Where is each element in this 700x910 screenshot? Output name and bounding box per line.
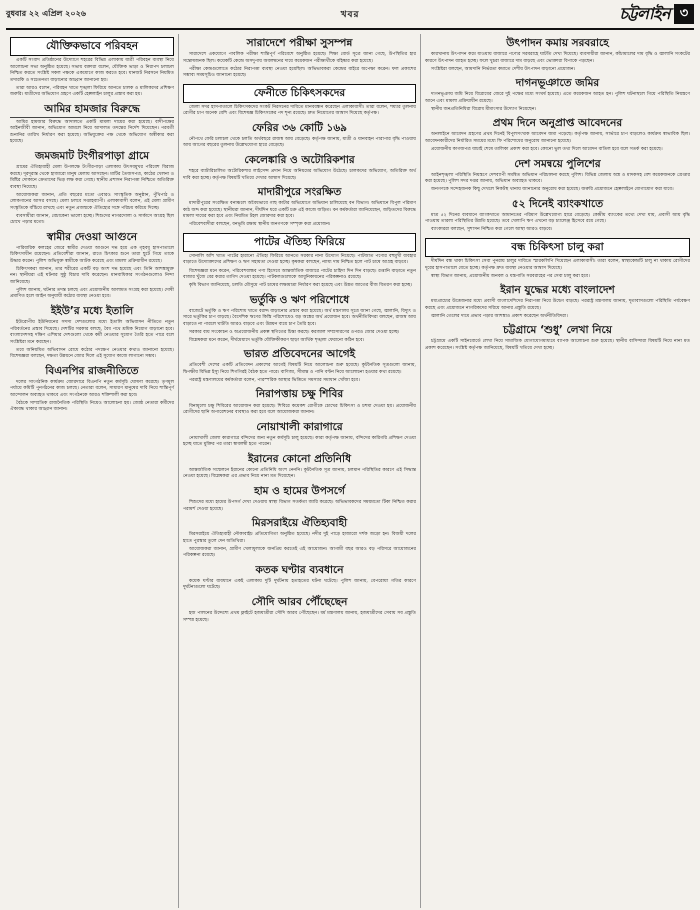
article-paragraph: আন্তর্জাতিক সম্মেলনে ইরানের কোনো প্রতিনিধি অংশ নেননি। কূটনৈতিক সূত্র জানায়, চলমান পরিস্থিতির কারণে এই সিদ্ধান্ত নেওয়া হয়েছে। বিশ্লেষকরা এর প্রভাব নিয়ে নানা মত দিয়েছেন। [183, 467, 416, 480]
news-article [183, 596, 416, 624]
news-article [10, 365, 174, 414]
issue-date: বুধবার ২২ এপ্রিল ২০২৬ [6, 8, 86, 18]
article-headline[interactable]: পাটের ঐতিহ্য ফিরিয়ে [183, 233, 416, 252]
article-paragraph: দাগনভূঞায় জমি নিয়ে বিরোধের জেরে দুই পক্ষের মধ্যে সংঘর্ষ হয়েছে। এতে কয়েকজন আহত হন। পুলিশ ঘটনাস্থলে গিয়ে পরিস্থিতি নিয়ন্ত্রণে আনে এবং মামলা প্রক্রিয়াধীন রয়েছে। [425, 92, 690, 104]
news-article [183, 517, 416, 560]
article-headline[interactable]: স্বামীর দেওয়া আগুনে [46, 230, 138, 243]
article-paragraph: আয়োজকরা জানান, প্রতি বছরের মতো এবারও সাংস্কৃতিক অনুষ্ঠান, পুঁথিপাঠ ও লোকগানের আসর বসছে। মেলা চলবে সপ্তাহব্যাপী। এলাকাবাসী বলেন, এই মেলা গ্রামীণ সংস্কৃতিকে বাঁচিয়ে রাখছে এবং নতুন প্রজন্মকে ঐতিহ্যের সঙ্গে পরিচয় করিয়ে দিচ্ছে। [10, 192, 174, 211]
article-paragraph: আমির হামজার বিরুদ্ধে আদালতে একটি মামলা দায়ের করা হয়েছে। বাদীপক্ষের আইনজীবী জানান, অভিযোগ আমলে নিয়ে আদালত তদন্তের নির্দেশ দিয়েছেন। পরবর্তী শুনানির তারিখ নির্ধারণ করা হয়েছে। অভিযুক্তের পক্ষ থেকে অভিযোগ অস্বীকার করা হয়েছে। [10, 119, 174, 145]
news-article [183, 453, 416, 481]
article-paragraph: সোনালি আঁশ খ্যাত পাটের হারানো ঐতিহ্য ফিরিয়ে আনতে সরকার নানা উদ্যোগ নিয়েছে। পাটজাত পণ্যের বহুমুখী ব্যবহার বাড়াতে উদ্যোক্তাদের প্রশিক্ষণ ও ঋণ সহায়তা দেওয়া হচ্ছে। কৃষকরা বলছেন, ন্যায্য দাম নিশ্চিত হলে পাট চাষে আগ্রহ বাড়বে। [183, 253, 416, 266]
article-headline[interactable]: নিরাপত্তায় চক্ষু শিবির [255, 388, 344, 401]
article-paragraph: প্রতিবেশী দেশের একটি প্রতিবেদন প্রকাশের আগেই বিষয়টি নিয়ে আলোচনা শুরু হয়েছে। কূটনৈতিক সূত্রগুলো জানায়, দ্বিপক্ষীয় বিভিন্ন ইস্যু নিয়ে শিগগিরই বৈঠক হতে পারে। বাণিজ্য, সীমান্ত ও পানি বণ্টন নিয়ে আলোচনা হওয়ার কথা রয়েছে। [183, 363, 416, 375]
article-paragraph: মাদারীপুরের সংরক্ষিত বনাঞ্চলে অবৈধভাবে গাছ কাটার অভিযোগে অভিযান চালিয়েছে বন বিভাগ। অভিযানে বিপুল পরিমাণ কাঠ জব্দ করা হয়েছে। স্থানীয়রা জানান, দীর্ঘদিন ধরে একটি চক্র এই কাজে জড়িত। বন কর্মকর্তারা জানিয়েছেন, জড়িতদের বিরুদ্ধে মামলা দায়ের করা হবে এবং নিয়মিত টহল জোরদার করা হবে। [183, 201, 416, 220]
article-body [10, 246, 174, 301]
article-headline[interactable]: হাম ও হামের উপসর্গে [254, 484, 345, 497]
article-headline[interactable]: প্রথম দিনে অনুপ্রাপ্ত আবেদনের [492, 117, 623, 130]
article-paragraph: সংশ্লিষ্টরা বলছেন, আমদানি নির্ভরতা কমাতে দেশীয় উৎপাদন বাড়ানো প্রয়োজন। [431, 66, 576, 72]
article-paragraph: জেলা সদর হাসপাতালে চিকিৎসকদের সংকট নিরসনের দাবিতে মানববন্ধন করেছেন এলাকাবাসী। তারা বলেন, শয্যার তুলনায় রোগীর চাপ অনেক বেশি এবং বিশেষজ্ঞ চিকিৎসকের পদ শূন্য রয়েছে। দ্রুত নিয়োগের আশ্বাস দিয়েছে কর্তৃপক্ষ। [183, 104, 416, 117]
article-body [183, 579, 416, 592]
news-article [183, 485, 416, 513]
article-paragraph: হজ পালনের উদ্দেশ্যে প্রথম ফ্লাইটে হজযাত্রীরা সৌদি আরব পৌঁছেছেন। ধর্ম মন্ত্রণালয় জানায়, হজযাত্রীদের সেবায় সব প্রস্তুতি সম্পন্ন হয়েছে। [183, 611, 416, 623]
article-paragraph: শিশুদের মধ্যে হামের উপসর্গ দেখা দেওয়ায় স্বাস্থ্য বিভাগ সতর্কতা জারি করেছে। অভিভাবকদের সময়মতো টিকা নিশ্চিত করার পরামর্শ দেওয়া হয়েছে। [183, 500, 416, 512]
news-article [183, 154, 416, 182]
article-headline[interactable]: আমির হামজার বিরুদ্ধে [10, 103, 174, 118]
section-name: খবর [340, 9, 360, 20]
article-paragraph: ইউরোপীয় ইউনিয়নের সদস্য দেশগুলোর মধ্যে ইতালি অভিবাসন নীতিতে নতুন পরিবর্তনের প্রস্তাব দিয়েছে। দেশটির সরকার বলছে, বৈধ পথে শ্রমিক নিয়োগ বাড়ানো হবে। বাংলাদেশসহ দক্ষিণ এশিয়ার দেশগুলো থেকে কর্মী নেওয়ার সুযোগ তৈরি হতে পারে বলে সংশ্লিষ্টরা মনে করছেন। [10, 320, 174, 345]
article-paragraph: গ্রামের ঐতিহ্যবাহী মেলা উপলক্ষে টংগীরপাড়া এলাকায় উৎসবমুখর পরিবেশ বিরাজ করছে। দূরদূরান্ত থেকে হাজারো মানুষ মেলায় আসছেন। মাটির তৈজসপত্র, কাঠের খেলনা ও মিষ্টির দোকানে ক্রেতাদের ভিড় লক্ষ করা গেছে। স্থানীয় প্রশাসন নিরাপত্তা নিশ্চিতে অতিরিক্ত ব্যবস্থা নিয়েছে। [10, 165, 174, 190]
page-header [6, 0, 694, 30]
page-number: ৩ [674, 4, 694, 24]
article-body [425, 132, 690, 153]
article-body [183, 309, 416, 345]
news-article [10, 305, 174, 361]
news-article [10, 231, 174, 301]
article-body [10, 58, 174, 99]
column-right [420, 34, 694, 908]
columns [6, 30, 694, 908]
article-paragraph: তবে অনিয়মিত অভিবাসন রোধে কঠোর পদক্ষেপ নেওয়ার কথাও জানানো হয়েছে। বিশেষজ্ঞরা বলছেন, দক্ষতা উন্নয়নে জোর দিলে এই সুযোগ কাজে লাগানো সম্ভব। [10, 347, 174, 360]
article-paragraph: স্থানীয় জনপ্রতিনিধিরা বিরোধ মীমাংসার উদ্যোগ নিয়েছেন। [431, 106, 537, 112]
article-headline[interactable]: কেলেঙ্কারি ও অটোরিকশার [244, 154, 355, 166]
article-paragraph: মিরসরাইয়ে ঐতিহ্যবাহী নৌকাবাইচ প্রতিযোগিতা অনুষ্ঠিত হয়েছে। নদীর দুই পাড়ে হাজারো দর্শক জড়ো হন। বিজয়ী দলের হাতে পুরস্কার তুলে দেন অতিথিরা। [183, 532, 416, 544]
article-headline[interactable]: ভর্তুকি ও ঋণ পরিশোধে [249, 293, 350, 306]
article-body [425, 259, 690, 280]
column-middle [178, 34, 420, 908]
news-article [183, 84, 416, 118]
article-body [425, 213, 690, 234]
article-paragraph: কৃষি বিভাগ জানিয়েছে, চলতি মৌসুমে পাট চাষের লক্ষ্যমাত্রা নির্ধারণ করা হয়েছে এবং উন্নত জাতের বীজ বিতরণ করা হচ্ছে। [189, 283, 413, 289]
article-paragraph: পুলিশ জানায়, ঘটনার তদন্ত চলছে এবং প্রয়োজনীয় আলামত সংগ্রহ করা হয়েছে। দোষী প্রমাণিত হলে আইন অনুযায়ী কঠোর ব্যবস্থা নেওয়া হবে। [10, 287, 174, 300]
article-paragraph: বিশ্লেষকরা মনে করেন, দীর্ঘমেয়াদে ভর্তুকি যৌক্তিকীকরণ ছাড়া আর্থিক শৃঙ্খলা ফেরানো কঠিন হবে। [189, 337, 365, 343]
article-paragraph: একটি সংবাদ প্রতিষ্ঠানের উদ্যোগে শহরের বিভিন্ন এলাকায় যাত্রী পরিবহন ব্যবস্থা নিয়ে আলোচনা সভা অনুষ্ঠিত হয়েছে। সভায় বক্তারা বলেন, যৌক্তিক ভাড়া ও নিরাপদ চলাচল নিশ্চিত করতে সংশ্লিষ্ট সকল পক্ষকে একযোগে কাজ করতে হবে। যানজট নিরসনে নিয়মিত তদারকি ও সচেতনতা বাড়ানোর আহ্বান জানানো হয়। [10, 58, 174, 83]
news-article [183, 294, 416, 345]
news-article [183, 122, 416, 150]
column-left [6, 34, 178, 908]
article-paragraph: স্বাস্থ্য বিভাগ জানায়, প্রয়োজনীয় জনবল ও যন্ত্রপাতি সরবরাহের পর সেবা চালু করা হবে। [431, 273, 590, 279]
news-article [10, 37, 174, 99]
article-paragraph: ব্যাংকাররা বলছেন, সুশাসন নিশ্চিত করা গেলে আস্থা আরও বাড়বে। [431, 227, 553, 233]
article-headline[interactable]: ফেনীতে চিকিৎসকদের [183, 84, 416, 103]
article-body [183, 254, 416, 290]
article-headline[interactable]: ফেরির ৩৬ কোটি ১৬৯ [252, 121, 347, 134]
article-paragraph: বাজেটে ভর্তুকি ও ঋণ পরিশোধ খাতে বরাদ্দ বাড়ানোর প্রস্তাব করা হয়েছে। অর্থ মন্ত্রণালয় সূত্রে জানা গেছে, জ্বালানি, বিদ্যুৎ ও সারে ভর্তুকির চাপ বাড়ছে। বৈদেশিক ঋণের কিস্তি পরিশোধেও বড় অঙ্কের অর্থ প্রয়োজন হবে। অর্থনীতিবিদরা বলছেন, রাজস্ব আয় বাড়াতে না পারলে ঘাটতি আরও বাড়বে এবং উন্নয়ন ব্যয়ে চাপ তৈরি হবে। [183, 308, 416, 327]
article-body [425, 173, 690, 194]
article-body [183, 532, 416, 560]
news-article [425, 198, 690, 234]
article-headline[interactable]: ভারত প্রতিবেদনের আগেই [243, 348, 356, 361]
news-article [183, 37, 416, 80]
article-paragraph: মাত্র ৫২ দিনের ব্যবধানে ব্যাংকখাতে আমানতের পরিমাণ উল্লেখযোগ্য হারে বেড়েছে। কেন্দ্রীয় ব্যাংকের তথ্যে দেখা যায়, প্রবাসী আয় বৃদ্ধি পাওয়ায় তারল্য পরিস্থিতির উন্নতি হয়েছে। তবে খেলাপি ঋণ এখনো বড় চ্যালেঞ্জ হিসেবে রয়ে গেছে। [425, 212, 690, 225]
article-body [183, 105, 416, 118]
article-paragraph: জ্বালানি তেলের দামে প্রভাব পড়ার আশঙ্কাও প্রকাশ করেছেন অর্থনীতিবিদরা। [431, 313, 568, 319]
article-body [10, 165, 174, 227]
article-headline[interactable]: দেশ সমন্বয়ে পুলিশের [514, 157, 601, 170]
article-paragraph: পররাষ্ট্র মন্ত্রণালয়ের কর্মকর্তারা বলেন, পারস্পরিক আস্থার ভিত্তিতে সমস্যার সমাধান খোঁজা হবে। [189, 377, 360, 383]
news-article [10, 150, 174, 227]
article-headline[interactable]: জমজমাট টংগীরপাড়া গ্রামে [34, 149, 150, 162]
news-article [425, 284, 690, 320]
article-paragraph: শহরে ব্যাটারিচালিত অটোরিকশার লাইসেন্স প্রদান নিয়ে অনিয়মের অভিযোগ উঠেছে। চালকদের অভিযোগ, অতিরিক্ত অর্থ দাবি করা হচ্ছে। কর্তৃপক্ষ বিষয়টি খতিয়ে দেখার আশ্বাস দিয়েছে। [183, 169, 416, 181]
article-paragraph: বৈঠকে সাম্প্রতিক রাজনৈতিক পরিস্থিতি নিয়েও আলোচনা হয়। জ্যেষ্ঠ নেতারা কর্মীদের ঐক্যবদ্ধ থাকার আহ্বান জানান। [10, 400, 174, 413]
news-article [425, 324, 690, 352]
article-headline[interactable]: ইরানের কোনো প্রতিনিধি [248, 452, 351, 465]
article-body [183, 52, 416, 80]
article-body [183, 611, 416, 624]
article-paragraph: পরিবেশবাদীরা বলছেন, বনভূমি রক্ষায় স্থানীয় জনগণকে সম্পৃক্ত করা প্রয়োজন। [189, 222, 331, 228]
article-body [425, 52, 690, 73]
article-headline[interactable]: চট্টগ্রামে ‘শুধু’ লেখা নিয়ে [503, 324, 612, 337]
article-paragraph: চিকিৎসকরা জানান, তার শরীরের একটি বড় অংশ দগ্ধ হয়েছে এবং তিনি আশঙ্কামুক্ত নন। স্থানীয়রা এই ঘটনার সুষ্ঠু বিচার দাবি করেছেন। মানবাধিকার সংগঠনগুলোও নিন্দা জানিয়েছে। [10, 266, 174, 285]
article-paragraph: প্রয়োজনীয় কাগজপত্র যাচাই শেষে তালিকা প্রকাশ করা হবে। কোনো ভুল তথ্য দিলে আবেদন বাতিল হবে বলে সতর্ক করা হয়েছে। [431, 147, 663, 152]
article-paragraph: দলের সাংগঠনিক কার্যক্রম জোরদারে বিএনপি নতুন কর্মসূচি ঘোষণা করেছে। তৃণমূল পর্যায়ে কমিটি পুনর্গঠনের কাজ চলছে। নেতারা বলেন, সাধারণ মানুষের দাবি নিয়ে শান্তিপূর্ণ আন্দোলন অব্যাহত থাকবে এবং সংগঠনকে আরও শক্তিশালী করা হবে। [10, 379, 174, 398]
news-article [183, 421, 416, 449]
article-body [10, 320, 174, 361]
article-body [183, 169, 416, 182]
article-headline[interactable]: মিরসরাইয়ে ঐতিহ্যবাহী [251, 517, 348, 530]
news-article [183, 388, 416, 416]
article-paragraph: পরীক্ষা কেন্দ্রগুলোতে কঠোর নিরাপত্তা ব্যবস্থা নেওয়া হয়েছিল। অভিভাবকরা কেন্দ্রের বাইরে অপেক্ষা করেন। ফল প্রকাশের সম্ভাব্য সময়সূচিও জানানো হয়েছে। [183, 66, 416, 79]
article-paragraph: তারা আরও বলেন, পরিবহন খাতে শৃঙ্খলা ফিরিয়ে আনতে চালক ও মালিকদের প্রশিক্ষণ জরুরি। যাত্রীদের অভিযোগ গ্রহণে একটি হেল্পলাইন চালুর প্রস্তাব করা হয়। [10, 85, 174, 98]
article-paragraph: আয়োজকরা জানান, গ্রামীণ খেলাধুলাকে জনপ্রিয় করতেই এই আয়োজন। আগামী বছর আরও বড় পরিসরে আয়োজনের পরিকল্পনা রয়েছে। [183, 546, 416, 559]
article-headline[interactable]: দাগনভূঞাতে জমির [515, 77, 600, 90]
article-paragraph: চট্টগ্রামে একটি সাইনবোর্ডে লেখা নিয়ে সামাজিক যোগাযোগমাধ্যমে ব্যাপক আলোচনা শুরু হয়েছে। স্থানীয় বাসিন্দারা বিষয়টি নিয়ে নানা মত প্রকাশ করেছেন। সংশ্লিষ্ট কর্তৃপক্ষ জানিয়েছে, বিষয়টি খতিয়ে দেখা হচ্ছে। [425, 339, 690, 351]
news-article [183, 348, 416, 384]
article-body [183, 363, 416, 384]
article-body [183, 201, 416, 229]
news-article [10, 103, 174, 146]
masthead [619, 1, 694, 28]
article-headline[interactable]: বিএনপির রাজনীতিতে [45, 364, 139, 377]
article-body [183, 436, 416, 449]
article-paragraph: নৌপথে ফেরি চলাচল থেকে চলতি অর্থবছরে রাজস্ব আয় বেড়েছে। কর্তৃপক্ষ জানায়, যাত্রী ও যানবাহন পারাপার বৃদ্ধি পাওয়ায় আয় আগের বছরের তুলনায় উল্লেখযোগ্য হারে বেড়েছে। [183, 136, 416, 149]
article-body [183, 500, 416, 513]
article-headline[interactable]: ইইউ’র মধ্যে ইতালি [50, 304, 134, 317]
article-headline[interactable]: সৌদি আরব পৌঁছেছেন [251, 595, 348, 608]
article-paragraph: কয়েক ঘণ্টার ব্যবধানে একই এলাকায় দুটি দুর্ঘটনায় হতাহতের ঘটনা ঘটেছে। পুলিশ জানায়, বেপরোয়া গতির কারণে দুর্ঘটনাগুলো ঘটেছে। [183, 578, 416, 591]
article-paragraph: কারখানায় উৎপাদন কমে যাওয়ায় বাজারে পণ্যের সরবরাহে ঘাটতি দেখা দিয়েছে। ব্যবসায়ীরা জানান, কাঁচামালের দাম বৃদ্ধি ও জ্বালানি সংকটের কারণে উৎপাদন ব্যাহত হচ্ছে। ফলে খুচরা বাজারে দাম বাড়ছে এবং ভোক্তারা বিপাকে পড়ছেন। [425, 52, 690, 64]
article-paragraph: জনগণকে সন্দেহজনক কিছু দেখলে নিকটস্থ থানায় জানানোর অনুরোধ করা হয়েছে। জরুরি প্রয়োজনে হেল্পলাইনে যোগাযোগ করা যাবে। [431, 187, 674, 193]
article-paragraph: সরকার ব্যয় সংকোচন ও অপ্রয়োজনীয় প্রকল্প স্থগিতের চিন্তা করছে। করজাল সম্প্রসারণের ওপরও জোর দেওয়া হচ্ছে। [189, 329, 400, 335]
news-article [183, 233, 416, 290]
article-paragraph: অনলাইনে আবেদন গ্রহণের প্রথম দিনেই বিপুলসংখ্যক আবেদন জমা পড়েছে। কর্তৃপক্ষ জানায়, সার্ভারে চাপ বাড়লেও কার্যক্রম স্বাভাবিক ছিল। আবেদনকারীদের নির্ধারিত সময়ের মধ্যে ফি পরিশোধের অনুরোধ জানানো হয়েছে। [425, 132, 690, 144]
article-body [425, 299, 690, 320]
article-paragraph: আইনশৃঙ্খলা পরিস্থিতি নিয়ন্ত্রণে দেশব্যাপী সমন্বিত অভিযান পরিচালনা করছে পুলিশ। বিভিন্ন জেলায় অস্ত্র ও মাদকসহ বেশ কয়েকজনকে গ্রেপ্তার করা হয়েছে। পুলিশ সদর দপ্তর জানায়, অভিযান অব্যাহত থাকবে। [425, 172, 690, 185]
article-headline[interactable]: কতক ঘণ্টার ব্যবধানে [255, 563, 344, 576]
article-body [183, 468, 416, 481]
article-headline[interactable]: সারাদেশে পরীক্ষা সুসম্পন্ন [246, 37, 353, 49]
news-article [425, 117, 690, 153]
news-article [183, 186, 416, 229]
article-headline[interactable]: যৌক্তিকভাবে পরিবহন [10, 37, 174, 56]
article-body [10, 120, 174, 146]
article-headline[interactable]: ৫২ দিনেই ব্যাংকখাতে [511, 197, 604, 210]
article-body [183, 404, 416, 417]
newspaper-logo: চট্টলাইন [619, 3, 670, 23]
article-body [10, 380, 174, 414]
article-paragraph: ব্যবসায়ীরা জানান, বেচাকেনা ভালো হচ্ছে। শিশুদের নাগরদোলা ও সার্কাসে আগ্রহ ছিল চোখে পড়ার মতো। [10, 213, 174, 226]
article-headline[interactable]: নোয়াখালী কারাগারে [256, 420, 343, 433]
article-paragraph: পারিবারিক কলহের জেরে স্বামীর দেওয়া আগুনে দগ্ধ হয়ে এক গৃহবধূ হাসপাতালে চিকিৎসাধীন রয়েছেন। প্রতিবেশীরা জানান, রাতে চিৎকার শুনে তারা ছুটে গিয়ে তাকে উদ্ধার করেন। পুলিশ অভিযুক্ত স্বামীকে আটক করেছে এবং মামলা প্রক্রিয়াধীন রয়েছে। [10, 245, 174, 264]
article-paragraph: নোয়াখালী জেলা কারাগারে বন্দিদের জন্য নতুন কর্মসূচি চালু হয়েছে। কারা কর্তৃপক্ষ জানায়, বন্দিদের কারিগরি প্রশিক্ষণ দেওয়া হচ্ছে যাতে মুক্তির পর তারা স্বাবলম্বী হতে পারেন। [183, 435, 416, 448]
news-article [183, 564, 416, 592]
article-headline[interactable]: উৎপাদন কমায় সরবরাহে [506, 37, 609, 49]
article-paragraph: দীর্ঘদিন বন্ধ থাকা চিকিৎসা সেবা পুনরায় চালুর দাবিতে স্মারকলিপি দিয়েছেন এলাকাবাসী। তারা বলেন, স্বাস্থ্যকেন্দ্রটি চালু না থাকায় রোগীদের দূরের হাসপাতালে যেতে হচ্ছে। কর্তৃপক্ষ দ্রুত ব্যবস্থা নেওয়ার আশ্বাস দিয়েছে। [425, 258, 690, 271]
article-body [183, 137, 416, 150]
news-article [425, 77, 690, 113]
article-body [425, 92, 690, 113]
article-paragraph: বিশেষজ্ঞরা মনে করেন, পরিবেশবান্ধব পণ্য হিসেবে আন্তর্জাতিক বাজারে পাটের চাহিদা দিন দিন বাড়ছে। রপ্তানি বাড়াতে নতুন বাজার খুঁজে বের করার তাগিদ দেওয়া হয়েছে। পাটকলগুলোকে আধুনিকায়নের পরিকল্পনাও রয়েছে। [183, 268, 416, 281]
article-body [425, 339, 690, 352]
news-article [425, 37, 690, 73]
article-paragraph: সারাদেশে একযোগে পাবলিক পরীক্ষা শান্তিপূর্ণ পরিবেশে অনুষ্ঠিত হয়েছে। শিক্ষা বোর্ড সূত্রে জানা গেছে, উপস্থিতির হার সন্তোষজনক ছিল। কয়েকটি কেন্দ্রে অসদুপায় অবলম্বনের দায়ে কয়েকজন পরীক্ষার্থীকে বহিষ্কার করা হয়েছে। [183, 52, 416, 64]
article-headline[interactable]: ইরান যুদ্ধের মধ্যে বাংলাদেশ [500, 284, 615, 297]
news-article [425, 238, 690, 280]
article-headline[interactable]: মাদারীপুরে সংরক্ষিত [257, 186, 342, 199]
news-article [425, 158, 690, 194]
article-headline[interactable]: বন্ধ চিকিৎসা চালু করা [425, 238, 690, 257]
article-paragraph: বিনামূল্যে চক্ষু শিবিরের আয়োজন করা হয়েছে। শিবিরে কয়েকশ রোগীকে চোখের চিকিৎসা ও চশমা দেওয়া হয়। প্রয়োজনীয় রোগীদের ছানি অপারেশনের ব্যবস্থাও করা হবে বলে আয়োজকরা জানান। [183, 403, 416, 416]
article-paragraph: মধ্যপ্রাচ্যের উত্তেজনার মধ্যে প্রবাসী বাংলাদেশিদের নিরাপত্তা নিয়ে উদ্বেগ বাড়ছে। পররাষ্ট্র মন্ত্রণালয় জানায়, দূতাবাসগুলো পরিস্থিতি পর্যবেক্ষণ করছে এবং প্রয়োজনে নাগরিকদের সরিয়ে আনার প্রস্তুতি রয়েছে। [425, 299, 690, 311]
